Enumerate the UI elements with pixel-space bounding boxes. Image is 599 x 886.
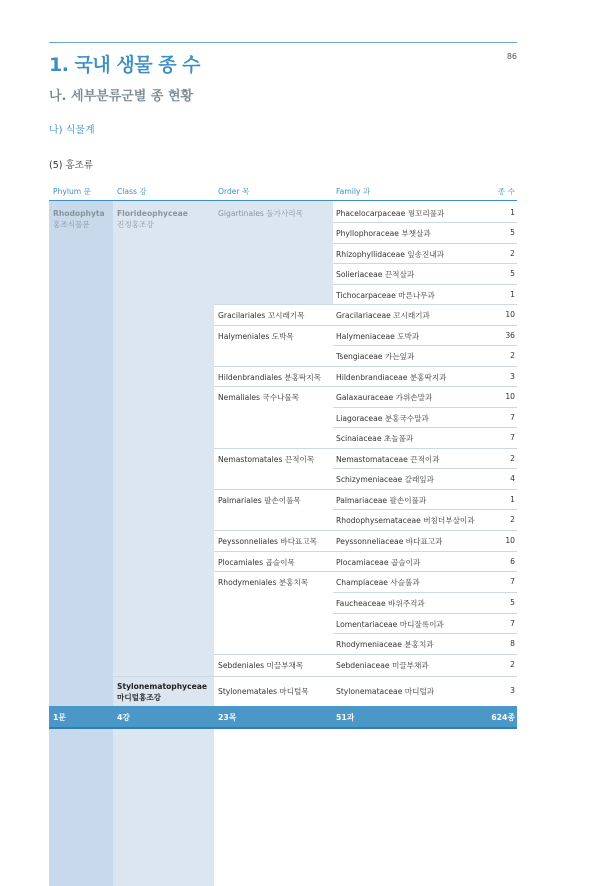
count-cell: 5 <box>510 269 515 278</box>
family-cell: Plocamiaceae 곱슬이과 <box>336 558 421 567</box>
row-divider <box>214 448 517 449</box>
count-cell: 3 <box>510 686 515 695</box>
count-cell: 4 <box>510 474 515 483</box>
class-column-bg <box>113 201 214 886</box>
family-cell: Hildenbrandiaceae 분홍딱지과 <box>336 373 447 382</box>
total-family: 51과 <box>336 713 355 722</box>
row-divider <box>214 571 517 572</box>
row-divider <box>333 345 517 346</box>
family-cell: Lomentariaceae 마디잘록이과 <box>336 620 444 629</box>
count-cell: 10 <box>505 536 515 545</box>
row-divider <box>214 489 517 490</box>
row-divider <box>333 222 517 223</box>
family-cell: Scinaiaceae 초놀풀과 <box>336 434 414 443</box>
row-divider <box>113 676 517 677</box>
count-cell: 2 <box>510 351 515 360</box>
row-divider <box>214 654 517 655</box>
order-cell: Gigartinales 돌가사리목 <box>218 209 303 218</box>
family-cell: Nemastomataceae 끈적이과 <box>336 455 440 464</box>
family-cell: Rhizophyllidaceae 잎송진내과 <box>336 250 445 259</box>
family-cell: Solieriaceae 끈적살과 <box>336 270 415 279</box>
family-cell: Stylonemataceae 마디털과 <box>336 687 435 696</box>
heading-2: 나. 세부분류군별 종 현황 <box>49 89 194 104</box>
row-divider <box>333 427 517 428</box>
count-cell: 36 <box>505 331 515 340</box>
order-cell: Halymeniales 도박목 <box>218 332 294 341</box>
class-latin: Florideophyceae <box>117 209 188 218</box>
col-header-family: Family 과 <box>336 187 371 196</box>
count-cell: 7 <box>510 433 515 442</box>
family-cell: Tichocarpaceae 마른나무과 <box>336 291 435 300</box>
count-cell: 5 <box>510 228 515 237</box>
row-divider <box>214 325 517 326</box>
count-cell: 8 <box>510 639 515 648</box>
row-divider <box>333 509 517 510</box>
row-divider <box>333 633 517 634</box>
order-cell: Gracilariales 꼬시래기목 <box>218 311 305 320</box>
order-cell: Palmariales 팔손이풀목 <box>218 496 301 505</box>
heading-1: 1. 국내 생물 종 수 <box>49 54 201 76</box>
row-divider <box>333 592 517 593</box>
family-cell: Peyssonneliaceae 바다표고과 <box>336 537 443 546</box>
totals-row <box>49 706 517 729</box>
class-korean: 진정홍조강 <box>117 220 154 229</box>
total-class: 4강 <box>117 713 130 722</box>
total-order: 23목 <box>218 713 237 722</box>
class-latin: Stylonematophyceae <box>117 682 208 691</box>
heading-4: (5) 홍조류 <box>49 160 94 171</box>
total-count: 624종 <box>491 713 515 722</box>
order-cell: Sebdeniales 미끌부채목 <box>218 661 304 670</box>
family-cell: Rhodophysemataceae 버침더부살이과 <box>336 516 475 525</box>
order-cell: Stylonematales 마디털목 <box>218 687 309 696</box>
row-divider <box>333 243 517 244</box>
family-cell: Tsengiaceae 가는잎과 <box>336 352 415 361</box>
heading-3: 나) 식물계 <box>49 125 95 136</box>
order-cell: Hildenbrandiales 분홍딱지목 <box>218 373 322 382</box>
row-divider <box>214 530 517 531</box>
count-cell: 10 <box>505 392 515 401</box>
count-cell: 1 <box>510 495 515 504</box>
family-cell: Sebdeniaceae 미끌부채과 <box>336 661 429 670</box>
row-divider <box>333 468 517 469</box>
family-cell: Phacelocarpaceae 꿩꼬리풀과 <box>336 209 445 218</box>
count-cell: 7 <box>510 413 515 422</box>
col-header-count: 종 수 <box>497 187 515 196</box>
count-cell: 2 <box>510 454 515 463</box>
total-phylum: 1문 <box>53 713 66 722</box>
family-cell: Gracilariaceae 꼬시래기과 <box>336 311 430 320</box>
order-cell: Peyssonneliales 바다표고목 <box>218 537 318 546</box>
count-cell: 2 <box>510 249 515 258</box>
order-cell: Nemaliales 국수나물목 <box>218 393 300 402</box>
count-cell: 5 <box>510 598 515 607</box>
col-header-phylum: Phylum 문 <box>53 187 91 196</box>
phylum-latin: Rhodophyta <box>53 209 105 218</box>
phylum-column-bg <box>49 201 113 886</box>
family-cell: Faucheaceae 바위주걱과 <box>336 599 425 608</box>
order-cell: Plocamiales 곱슬이목 <box>218 558 295 567</box>
family-cell: Schizymeniaceae 갈래잎과 <box>336 475 434 484</box>
col-header-class: Class 강 <box>117 187 147 196</box>
family-cell: Halymeniaceae 도박과 <box>336 332 420 341</box>
count-cell: 1 <box>510 290 515 299</box>
row-divider <box>214 366 517 367</box>
top-rule <box>49 42 517 43</box>
count-cell: 7 <box>510 619 515 628</box>
count-cell: 3 <box>510 372 515 381</box>
count-cell: 2 <box>510 515 515 524</box>
table-header <box>49 181 517 199</box>
order-cell: Nemastomatales 끈적이목 <box>218 455 315 464</box>
row-divider <box>333 263 517 264</box>
row-divider <box>333 407 517 408</box>
row-divider <box>333 284 517 285</box>
row-divider <box>214 304 517 305</box>
phylum-korean: 홍조식물문 <box>53 220 90 229</box>
family-cell: Liagoraceae 분홍국수말과 <box>336 414 429 423</box>
class-korean: 마디털홍조강 <box>117 693 162 702</box>
col-header-order: Order 목 <box>218 187 250 196</box>
order-cell: Rhodymeniales 분홍치목 <box>218 578 309 587</box>
family-cell: Rhodymeniaceae 분홍치과 <box>336 640 434 649</box>
count-cell: 2 <box>510 660 515 669</box>
row-divider <box>214 551 517 552</box>
count-cell: 6 <box>510 557 515 566</box>
count-cell: 10 <box>505 310 515 319</box>
family-cell: Palmariaceae 팔손이풀과 <box>336 496 427 505</box>
family-cell: Phyllophoraceae 부챗살과 <box>336 229 431 238</box>
page-number: 86 <box>506 52 517 61</box>
count-cell: 7 <box>510 577 515 586</box>
family-cell: Champiaceae 사슬풀과 <box>336 578 420 587</box>
count-cell: 1 <box>510 208 515 217</box>
row-divider <box>214 386 517 387</box>
family-cell: Galaxauraceae 가위손말과 <box>336 393 433 402</box>
row-divider <box>333 613 517 614</box>
